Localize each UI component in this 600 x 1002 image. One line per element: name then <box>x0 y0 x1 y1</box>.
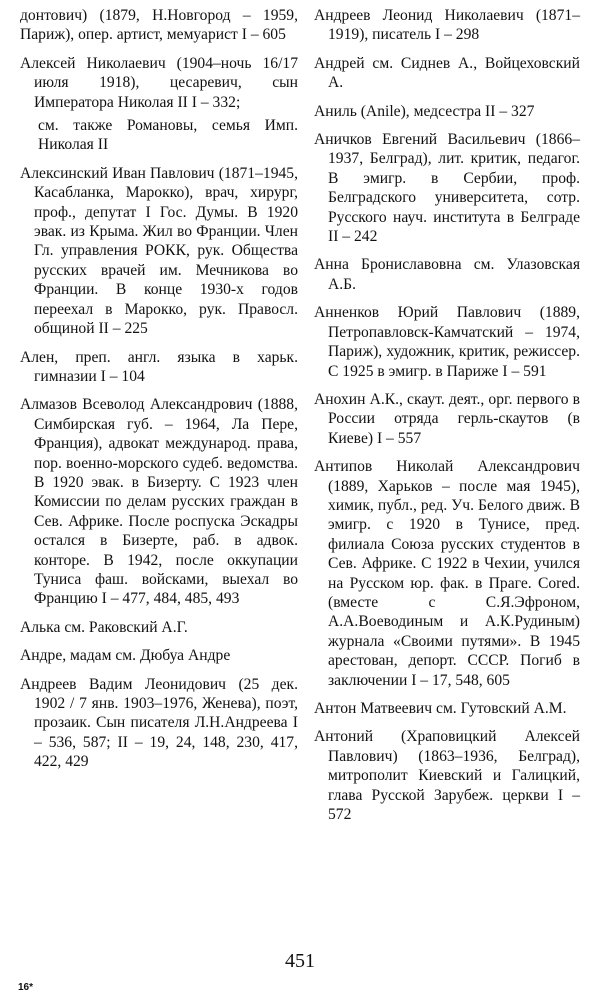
index-entry: Аничков Евгений Васильевич (1866–1937, Белград), лит. критик, педагог. В эмигр. в Сербии, проф. Белградского университета, сотр. Русского науч. института в Белграде II – 242 <box>314 131 580 246</box>
index-entry: Алька см. Раковский А.Г. <box>20 618 188 636</box>
index-entry: Алмазов Всеволод Александрович (1888, Симбирская губ. – 1964, Ла Пере, Франция), адвокат международ. права, пор. военно-морского судеб. ведомства. В 1920 эвак. в Бизерту. С 1923 член Комиссии по делам русских граждан в Сев. Африке. После роспуска Эскадры остался в Бизерте, раб. в адвок. конторе. В 1942, после оккупации Туниса фаш. войсками, выехал во Францию I – 477, 484, 485, 493 <box>20 396 298 608</box>
see-also-entry: см. также Романовы, семья Имп. Николая II <box>38 117 298 154</box>
index-entry: Анненков Юрий Павлович (1889, Петропавловск-Камчатский – 1974, Париж), художник, критик, режиссер. С 1925 в эмигр. в Париже I – 591 <box>314 304 580 380</box>
index-entry: Антипов Николай Александрович (1889, Харьков – после мая 1945), химик, публ., ред. Уч. Белого движ. В эмигр. с 1920 в Тунисе, пред. филиала Союза русских студентов в Сев. Африке. С 1922 в Чехии, учился на Русском юр. фак. в Праге. Сored. (вместе с С.Я.Эфроном, А.А.Воеводиным и А.К.Рудиным) журнала «Своими путями». В 1945 арестован, депорт. СССР. Погиб в заключении I – 17, 548, 605 <box>314 458 580 689</box>
sheet-signature-mark: 16* <box>18 982 34 993</box>
left-column <box>20 6 298 781</box>
index-entry: Антон Матвеевич см. Гутовский А.М. <box>314 700 567 717</box>
page-number: 451 <box>285 950 315 972</box>
index-entry: Анохин А.К., скаут. деят., орг. первого в России отряда герль-скаутов (в Киеве) I – 557 <box>314 390 580 447</box>
index-entry: Антоний (Храповицкий Алексей Павлович) (1863–1936, Белград), митрополит Киевский и Галицкий, глава Русской Зарубеж. церкви I – 572 <box>314 728 580 824</box>
index-entry: Алексинский Иван Павлович (1871–1945, Касабланка, Марокко), врач, хирург, проф., депутат I Гос. Думы. В 1920 эвак. из Крыма. Жил во Франции. Член Гл. управления РОКК, рук. Общества русских врачей им. Мечникова во Франции. В конце 1930-х годов переехал в Марокко, рук. Правосл. общиной II – 225 <box>20 164 298 338</box>
index-entry: Аниль (Anile), медсестра II – 327 <box>314 102 535 120</box>
index-entry: Андреев Вадим Леонидович (25 дек. 1902 / 7 янв. 1903–1976, Женева), поэт, прозаик. Сын писателя Л.Н.Андреева I – 536, 587; II – 19, 24, 148, 230, 417, 422, 429 <box>20 675 298 771</box>
index-entry: Анна Брониславовна см. Улазовская А.Б. <box>314 256 580 293</box>
index-entry: Андре, мадам см. Дюбуа Андре <box>20 647 231 665</box>
index-entry: Андрей см. Сиднев А., Войцеховский А. <box>314 54 580 92</box>
index-entry: донтович) (1879, Н.Новгород – 1959, Париж), опер. артист, мемуарист I – 605 <box>20 7 298 44</box>
index-entry: Ален, преп. англ. языка в харьк. гимназии I – 104 <box>20 348 298 385</box>
index-entry: Андреев Леонид Николаевич (1871–1919), писатель I – 298 <box>314 7 580 44</box>
index-entry: Алексей Николаевич (1904–ночь 16/17 июля 1918), цесаревич, сын Императора Николая II I – 332; <box>20 54 298 111</box>
right-column <box>314 6 580 833</box>
